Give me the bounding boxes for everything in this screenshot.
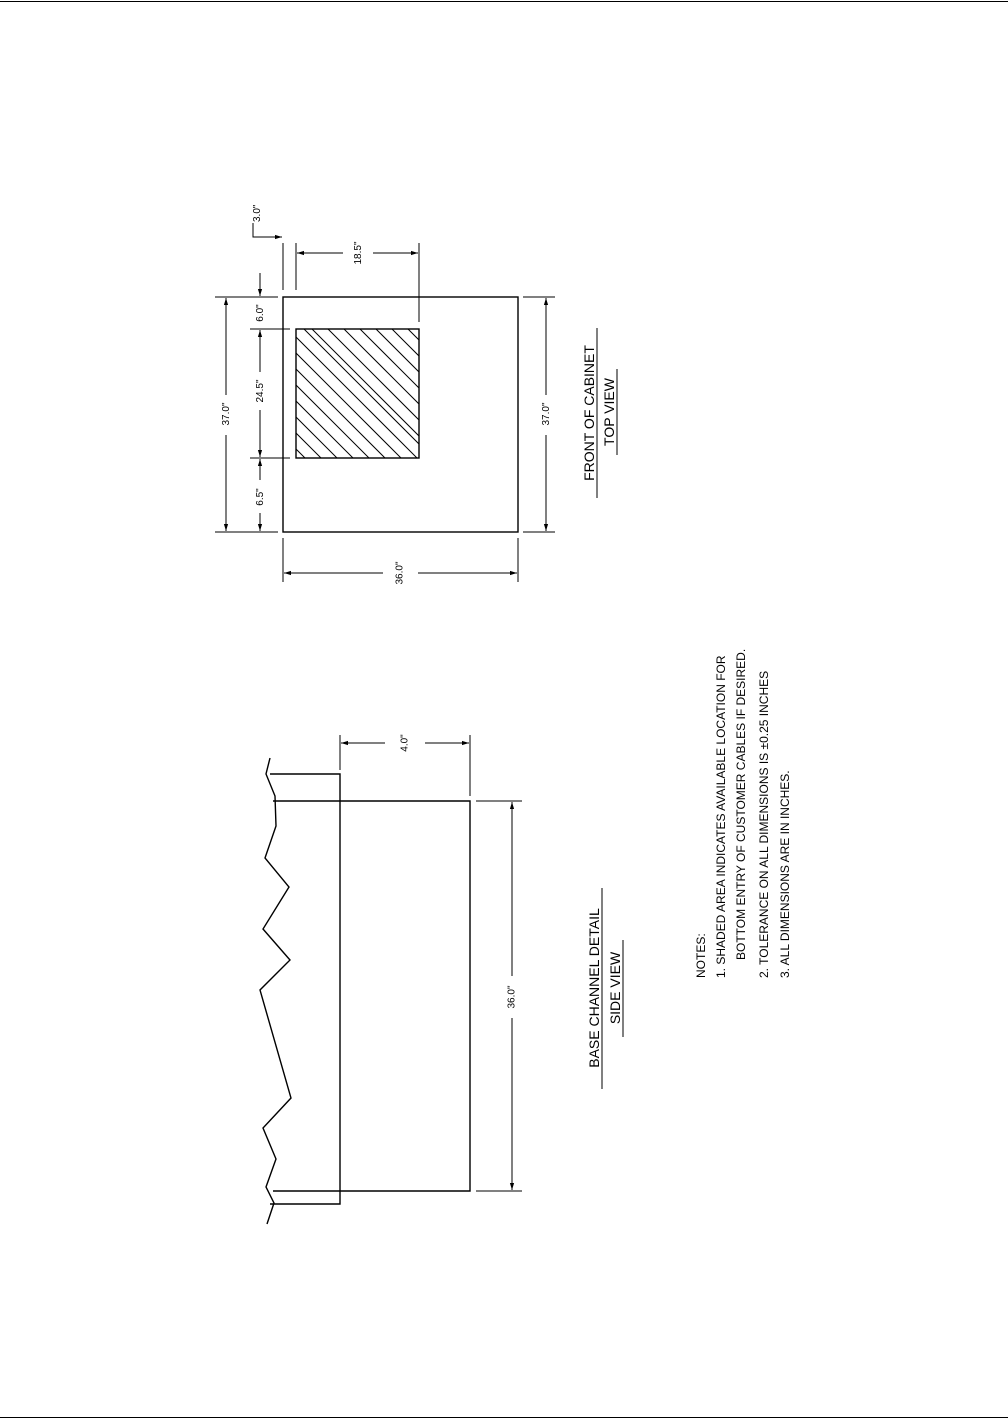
cable-entry-area bbox=[296, 321, 537, 458]
note-item-1-continued: BOTTOM ENTRY OF CUSTOMER CABLES IF DESIRED. bbox=[734, 648, 748, 960]
side-view bbox=[260, 734, 623, 1224]
top-view bbox=[215, 204, 617, 584]
break-line bbox=[260, 758, 291, 1224]
side-view-title-line-1: BASE CHANNEL DETAIL bbox=[586, 908, 602, 1068]
note-item-3: 3. ALL DIMENSIONS ARE IN INCHES. bbox=[778, 770, 792, 978]
note-item-2: 2. TOLERANCE ON ALL DIMENSIONS IS ±0.25 INCHES bbox=[757, 670, 771, 978]
dim-hatch-width: 18.5" bbox=[353, 241, 364, 265]
top-view-title-line-2: TOP VIEW bbox=[601, 378, 617, 446]
notes-heading: NOTES: bbox=[694, 933, 708, 978]
side-view-title-line-2: SIDE VIEW bbox=[607, 951, 623, 1025]
dim-channel-height: 4.0" bbox=[399, 734, 411, 752]
dim-overall-width: 36.0" bbox=[394, 561, 406, 585]
dim-offset: 3.0" bbox=[252, 204, 263, 222]
notes-block bbox=[694, 649, 792, 978]
dim-bottom-margin: 6.5" bbox=[255, 488, 266, 506]
side-view-title bbox=[586, 888, 623, 1089]
cabinet-outline bbox=[283, 297, 518, 532]
dim-hatch-length: 24.5" bbox=[255, 379, 266, 403]
dim-overall-depth-left: 37.0" bbox=[221, 402, 232, 426]
note-item-1: 1. SHADED AREA INDICATES AVAILABLE LOCATION FOR bbox=[714, 655, 728, 978]
dim-overall-depth-right: 37.0" bbox=[541, 402, 552, 426]
dim-channel-length: 36.0" bbox=[506, 985, 518, 1009]
top-view-title-line-1: FRONT OF CABINET bbox=[581, 345, 597, 481]
top-view-title bbox=[581, 328, 617, 498]
dim-top-margin: 6.0" bbox=[255, 304, 266, 322]
